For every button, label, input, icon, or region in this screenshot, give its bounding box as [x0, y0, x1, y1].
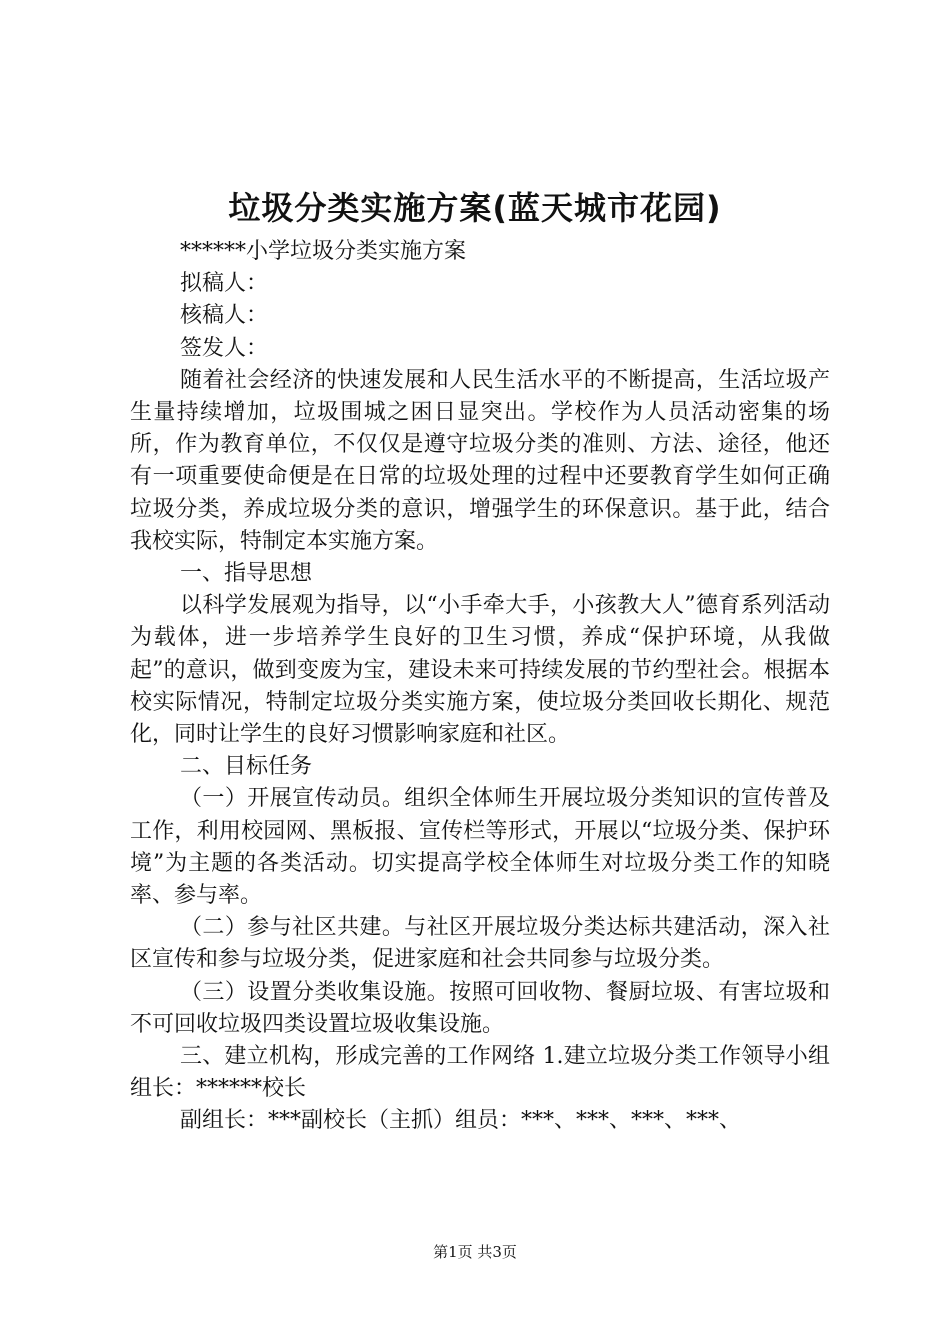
section-heading-guiding-thought: 一、指导思想 — [180, 561, 313, 587]
paragraph-reviewer: 核稿人： — [180, 303, 269, 329]
paragraph-deputy: 副组长：***副校长（主抓）组员：***、***、***、***、 — [180, 1108, 742, 1134]
paragraph-guiding-thought: 以科学发展观为指导，以“小手牵大手，小孩教大人”德育系列活动为载体，进一步培养学生良好的卫生习惯，养成“保护环境，从我做起”的意识，做到变废为宝，建设未来可持续发展的节约型社会。根据本校实际情况，特制定垃圾分类实施方案，使垃圾分类回收长期化、规范化，同时让学生的良好习惯影响家庭和社区。 — [130, 593, 830, 748]
paragraph-intro: 随着社会经济的快速发展和人民生活水平的不断提高，生活垃圾产生量持续增加，垃圾围城之困日显突出。学校作为人员活动密集的场所，作为教育单位，不仅仅是遵守垃圾分类的准则、方法、途径，他还有一项重要使命便是在日常的垃圾处理的过程中还要教育学生如何正确垃圾分类，养成垃圾分类的意识，增强学生的环保意识。基于此，结合我校实际，特制定本实施方案。 — [130, 367, 830, 554]
paragraph-goal-2: （二）参与社区共建。与社区开展垃圾分类达标共建活动，深入社区宣传和参与垃圾分类，促进家庭和社会共同参与垃圾分类。 — [130, 915, 830, 973]
section-heading-goals: 二、目标任务 — [180, 754, 313, 780]
paragraph-drafter: 拟稿人： — [180, 271, 269, 297]
document-body — [130, 236, 830, 1138]
document-title: 垃圾分类实施方案(蓝天城市花园) — [228, 189, 722, 227]
paragraph-goal-3: （三）设置分类收集设施。按照可回收物、餐厨垃圾、有害垃圾和不可回收垃圾四类设置垃圾收集设施。 — [130, 979, 830, 1037]
paragraph-subtitle: ******小学垃圾分类实施方案 — [180, 239, 467, 264]
page-footer: 第1页 共3页 — [433, 1243, 517, 1261]
paragraph-issuer: 签发人： — [180, 335, 269, 361]
paragraph-organization: 三、建立机构，形成完善的工作网络 1.建立垃圾分类工作领导小组组长：******校长 — [130, 1044, 830, 1102]
paragraph-goal-1: （一）开展宣传动员。组织全体师生开展垃圾分类知识的宣传普及工作，利用校园网、黑板报、宣传栏等形式，开展以“垃圾分类、保护环境”为主题的各类活动。切实提高学校全体师生对垃圾分类工作的知晓率、参与率。 — [130, 786, 830, 909]
